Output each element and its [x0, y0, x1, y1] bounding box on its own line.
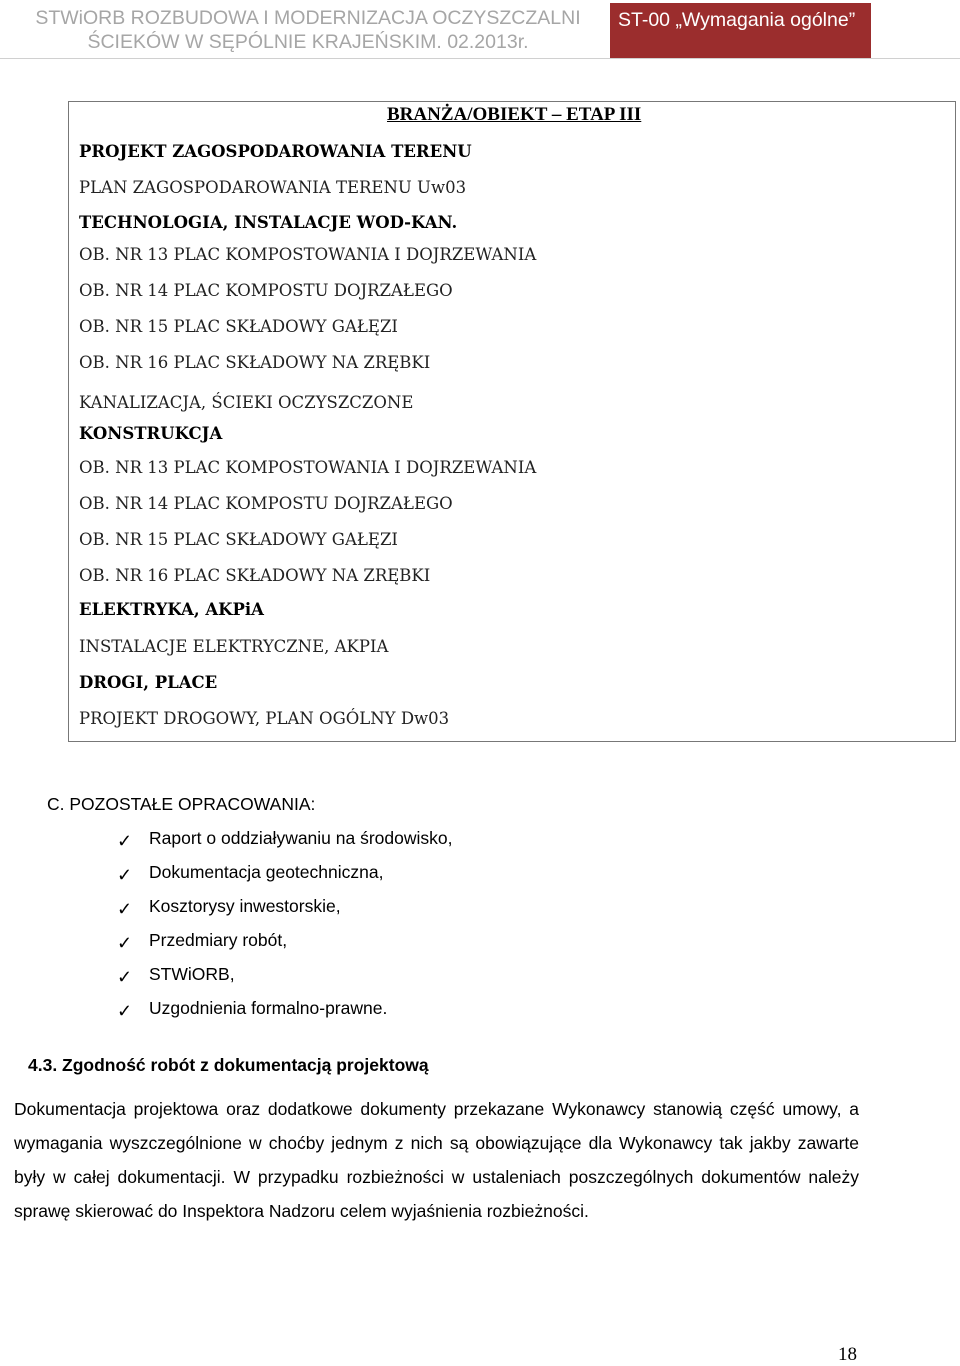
table-row: PLAN ZAGOSPODAROWANIA TERENU Uw03 — [79, 178, 467, 197]
header-project-line-1: STWiORB ROZBUDOWA I MODERNIZACJA OCZYSZCZALNI — [35, 7, 581, 29]
checkmark-icon: ✓ — [117, 865, 133, 885]
project-documentation-table — [68, 101, 956, 742]
table-row: OB. NR 15 PLAC SKŁADOWY GAŁĘZI — [79, 317, 398, 336]
checkmark-icon: ✓ — [117, 967, 133, 987]
checkmark-icon: ✓ — [117, 831, 133, 851]
table-row: OB. NR 15 PLAC SKŁADOWY GAŁĘZI — [79, 530, 398, 549]
table-row: PROJEKT ZAGOSPODAROWANIA TERENU — [79, 142, 472, 161]
checklist-item-label: STWiORB, — [149, 964, 235, 984]
table-row: OB. NR 14 PLAC KOMPOSTU DOJRZAŁEGO — [79, 494, 453, 513]
checklist-item-label: Raport o oddziaływaniu na środowisko, — [149, 828, 453, 848]
header-project-title — [18, 6, 598, 56]
header-project-line-2: ŚCIEKÓW W SĘPÓLNIE KRAJEŃSKIM. 02.2013r. — [87, 31, 529, 53]
section-4-3-paragraph: Dokumentacja projektowa oraz dodatkowe dokumenty przekazane Wykonawcy stanowią część umowy, a wymagania wyszczególnione w choćby jednym z nich są obowiązujące dla Wykonawcy tak jakby zawarte były w całej dokumentacji. W przypadku rozbieżności w ustaleniach poszczególnych dokumentów należy sprawę skierować do Inspektora Nadzoru celem wyjaśnienia rozbieżności. — [14, 1099, 859, 1221]
table-row: OB. NR 13 PLAC KOMPOSTOWANIA I DOJRZEWANIA — [79, 245, 537, 264]
table-row: PROJEKT DROGOWY, PLAN OGÓLNY Dw03 — [79, 709, 450, 728]
table-row: OB. NR 16 PLAC SKŁADOWY NA ZRĘBKI — [79, 353, 431, 372]
checkmark-icon: ✓ — [117, 899, 133, 919]
section-4-3-heading: 4.3. Zgodność robót z dokumentacją projektową — [28, 1055, 429, 1075]
table-row: DROGI, PLACE — [79, 673, 218, 692]
table-row: ELEKTRYKA, AKPiA — [79, 600, 264, 619]
header-divider — [0, 58, 960, 59]
table-row: OB. NR 13 PLAC KOMPOSTOWANIA I DOJRZEWANIA — [79, 458, 537, 477]
document-header — [0, 0, 960, 58]
page-number: 18 — [838, 1344, 857, 1365]
table-row: KONSTRUKCJA — [79, 424, 223, 443]
table-row: INSTALACJE ELEKTRYCZNE, AKPIA — [79, 637, 389, 656]
header-spec-badge: ST-00 „Wymagania ogólne” — [610, 3, 871, 59]
table-row: TECHNOLOGIA, INSTALACJE WOD-KAN. — [79, 213, 458, 232]
checkmark-icon: ✓ — [117, 933, 133, 953]
table-row: OB. NR 16 PLAC SKŁADOWY NA ZRĘBKI — [79, 566, 431, 585]
checklist-item-label: Dokumentacja geotechniczna, — [149, 862, 384, 882]
table-title: BRANŻA/OBIEKT – ETAP III — [387, 104, 642, 125]
section-c-title: C. POZOSTAŁE OPRACOWANIA: — [47, 794, 316, 814]
table-row: OB. NR 14 PLAC KOMPOSTU DOJRZAŁEGO — [79, 281, 453, 300]
checklist-item-label: Kosztorysy inwestorskie, — [149, 896, 341, 916]
checklist-item-label: Uzgodnienia formalno-prawne. — [149, 998, 388, 1018]
table-row: KANALIZACJA, ŚCIEKI OCZYSZCZONE — [79, 393, 414, 412]
checkmark-icon: ✓ — [117, 1001, 133, 1021]
checklist-item-label: Przedmiary robót, — [149, 930, 288, 950]
